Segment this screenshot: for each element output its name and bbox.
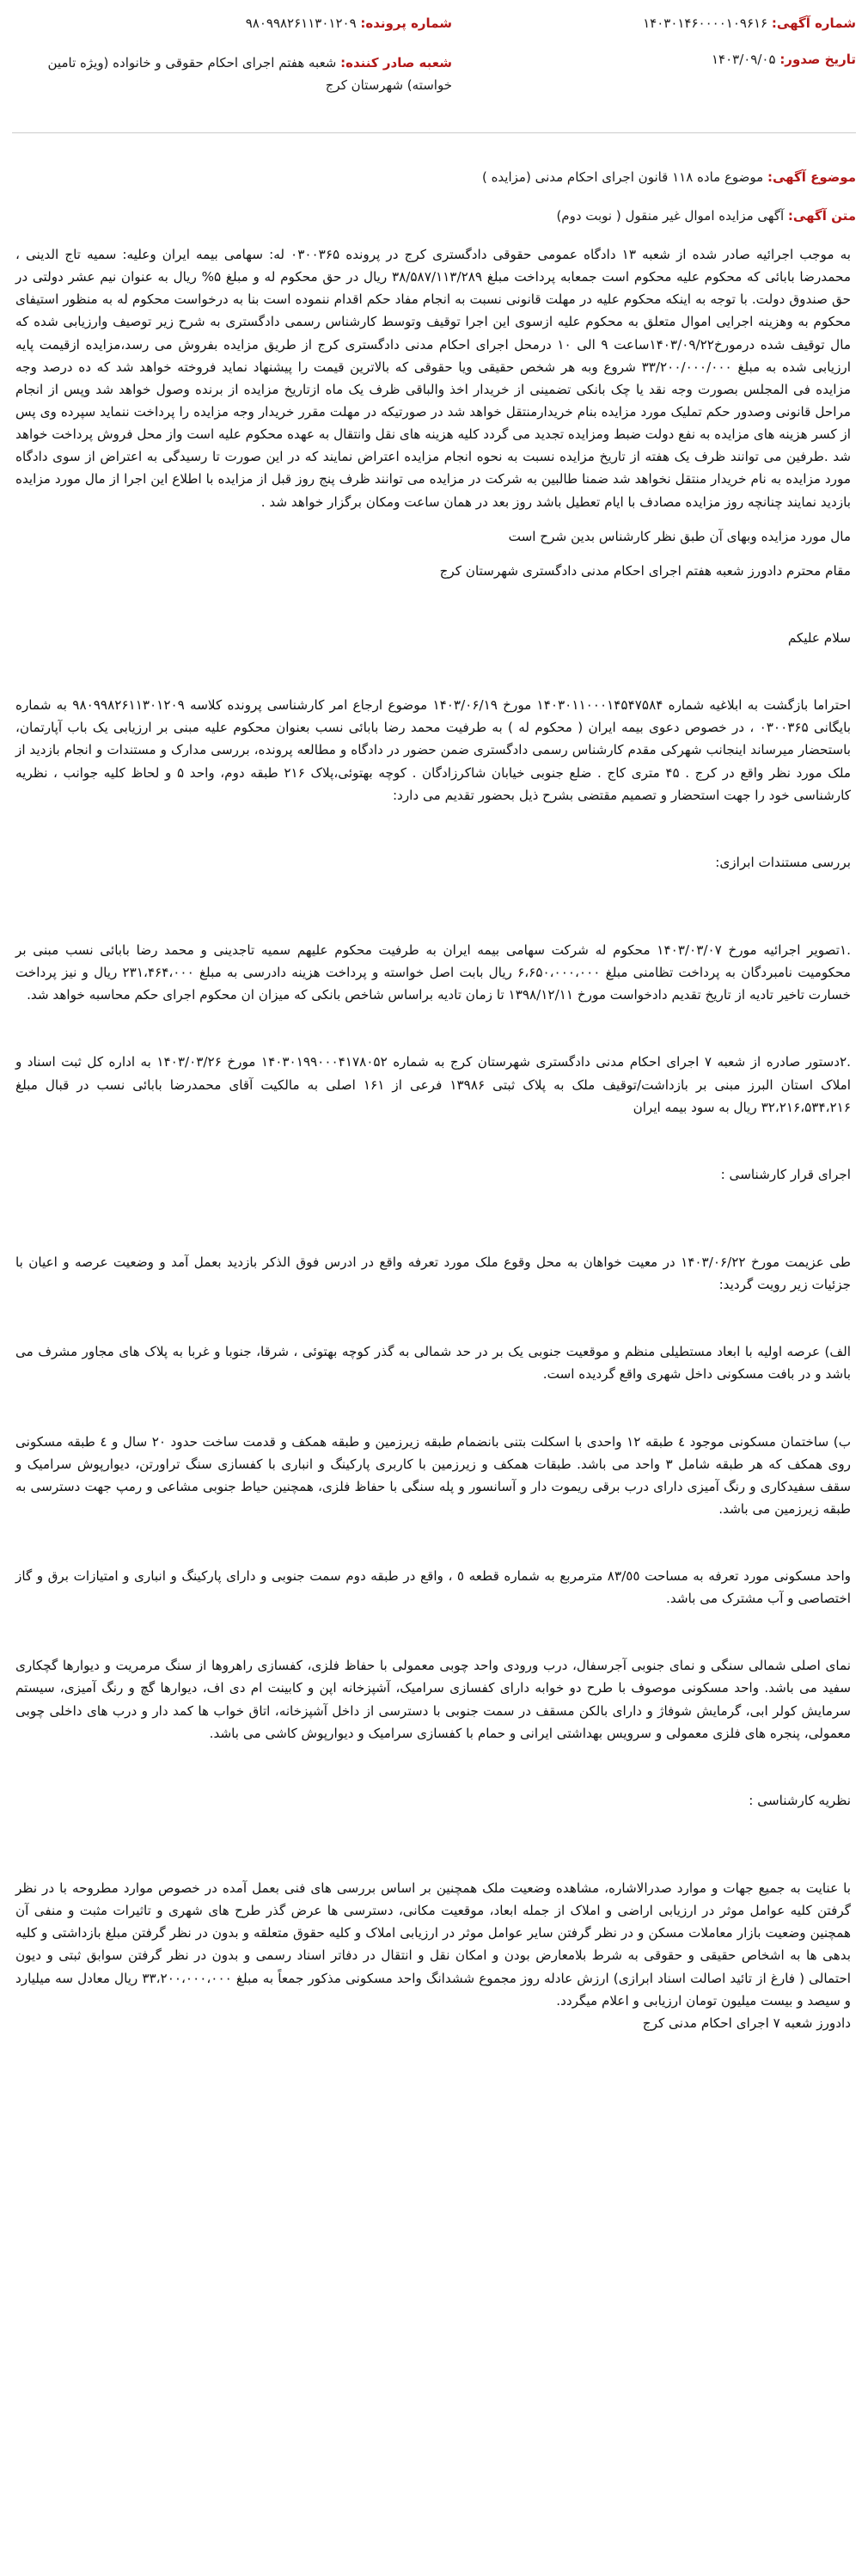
paragraph-valuation: با عنایت به جمیع جهات و موارد صدرالاشاره، مشاهده وضعیت ملک همچنین بر اساس بررسی های فنی بعمل آمده در خصوص موارد مطروحه با در نظر گرفتن کلیه عوامل موثر در ارزیابی اراضی و املاک از جمله ابعاد، موقعیت مکانی، دسترسی ها عرض گذر طرح های شهری و تاثیرات مثبت و منفی آن همچنین وضعیت بازار معاملات مسکن و در نظر گرفتن سایر عوامل موثر در ارزیابی املاک و کلیه حقوق متعلقه و بدون در نظر گرفتن مبلغ بازداشتی و کلیه بدهی ها به اشخاص حقیقی و حقوقی به شرط بلامعارض بودن و امکان نقل و انتقال در دفاتر اسناد رسمی و بدون در نظر گرفتن سوابق ثبتی و دیون احتمالی ( فارغ از تائید اصالت اسناد ابرازی) ارزش عادله روز مجموع ششدانگ واحد مسکونی مذکور جمعاً به مبلغ ۳۳،۲۰۰،۰۰۰،۰۰۰ ریال معادل سه میلیارد و سیصد و بیست میلیون تومان ارزیابی و اعلام میگردد. <box>15 1880 852 2009</box>
notice-body <box>12 243 856 2034</box>
heading-expert-opinion: نظریه کارشناسی : <box>749 1792 851 1808</box>
paragraph-document-1: .۱تصویر اجرائیه مورخ ۱۴۰۳/۰۳/۰۷ محکوم له شرکت سهامی بیمه ایران به طرفیت محکوم علیهم سمیه تاجدینی و محمد رضا بابائی نسب مبنی بر محکومیت نامبردگان به پرداخت تظامنی مبلغ ۶،۶۵۰،۰۰۰،۰۰۰ ریال بابت اصل خواسته و پرداخت هزینه دادرسی به مبلغ ۲۳۱،۴۶۴،۰۰۰ ریال و نیز پرداخت خسارت تاخیر تادیه از تاریخ تقدیم دادخواست مورخ ۱۳۹۸/۱۲/۱۱ تا زمان تادیه براساس شاخص بانکی که میزان ان محکوم اجرای حکم محاسبه خواهد شد. <box>15 941 852 1003</box>
paragraph-document-2: .۲دستور صادره از شعبه ۷ اجرای احکام مدنی دادگستری شهرستان کرج به شماره ۱۴۰۳۰۱۹۹۰۰۰۴۱۷۸۰۵۲ مورخ ۱۴۰۳/۰۳/۲۶ به اداره کل ثبت اسناد و املاک استان البرز مبنی بر بازداشت/توقیف ملک به پلاک ثبتی ۱۳۹۸۶ فرعی از ۱۶۱ اصلی به مالکیت آقای محمدرضا بابائی نسب در قبال مبلغ ۳۲،۲۱۶،۵۳۴،۲۱۶ ریال به سود بیمه ایران <box>15 1054 851 1115</box>
notice-number-row <box>643 15 856 31</box>
case-number: ۹۸۰۹۹۸۲۶۱۱۳۰۱۲۰۹ <box>245 15 357 31</box>
subject-row <box>12 166 856 189</box>
paragraph-land-description: الف) عرصه اولیه با ابعاد مستطیلی منظم و موقعیت جنوبی یک بر در حد شمالی به گذر کوچه بهتوئی ، شرقا، جنوبا و غربا به پلاک های مجاور مشرف می باشد و در بافت مسکونی داخل شهری واقع گردیده است. <box>15 1344 851 1383</box>
paragraph-addressee: مقام محترم دادورز شعبه هفتم اجرای احکام مدنی دادگستری شهرستان کرج <box>439 562 851 579</box>
notice-header <box>12 15 856 127</box>
header-divider <box>12 132 856 133</box>
issue-date: ۱۴۰۳/۰۹/۰۵ <box>711 52 776 67</box>
issuing-branch-label: شعبه صادر کننده: <box>340 55 452 71</box>
paragraph-signature: دادورز شعبه ۷ اجرای احکام مدنی کرج <box>642 2015 851 2031</box>
paragraph-unit-finishes: نمای اصلی شمالی سنگی و نمای جنوبی آجرسفال، درب ورودی واحد چوبی معمولی با حفاظ فلزی، کفسازی راهروها از سنگ مرمریت و دیوارها گچکاری سفید می باشد. واحد مسکونی موصوف با طرح دو خوابه دارای کفسازی سرامیک، آشپزخانه اپن و کابینت ام دی اف، دیوارها گچ و رنگ آمیزی، سیستم سرمایش کولر ابی، گرمایش شوفاژ و دارای بالکن مسقف در سمت جنوبی با دسترسی از داخل آشپزخانه، اتاق خواب ها کمد دار و درب های داخلی چوبی معمولی، پنجره های فلزی معمولی و سرویس بهداشتی ایرانی و حمام با کفسازی سرامیک و دیوارپوش کاشی می باشد. <box>15 1658 851 1741</box>
text-title: آگهی مزایده اموال غیر منقول ( نوبت دوم) <box>556 208 785 224</box>
paragraph-unit-description: واحد مسکونی مورد تعرفه به مساحت ٨٣/٥٥ مترمربع به شماره قطعه ٥ ، واقع در طبقه دوم سمت جنوبی و دارای پارکینگ و انباری و امتیازات برق و گاز اختصاصی و آب مشترک می باشد. <box>15 1568 851 1607</box>
issuing-branch: شعبه هفتم اجرای احکام حقوقی و خانواده (ویژه تامین خواسته) شهرستان کرج <box>47 55 452 94</box>
heading-documents-review: بررسی مستندات ابرازی: <box>715 854 851 870</box>
case-number-row <box>246 15 452 31</box>
notice-number-label: شماره آگهی: <box>771 15 856 31</box>
paragraph-auction-terms: به موجب اجرائیه صادر شده از شعبه ۱۳ دادگاه عمومی حقوقی دادگستری کرج در پرونده ۰۳۰۰۳۶۵ له: سهامی بیمه ایران وعلیه: سمیه تاج الدینی ، محمدرضا بابائی که محکوم علیه محکوم است جمعابه پرداخت مبلغ ۳۸/۵۸۷/۱۱۳/۲۸۹ ریال در حق محکوم له و مبلغ ۵% ریال به عنوان نیم عشر دولتی در حق صندوق دولت. با توجه به اینکه محکوم علیه در مهلت قانونی نسبت به انجام مفاد حکم اقدام ننموده است بنا به درخواست محکوم له به منظور استیفای محکوم به وهزینه اجرایی اموال متعلق به محکوم علیه ازسوی این اجرا توقیف وتوسط کارشناس رسمی دادگستری به شرح زیر توصیف وارزیابی شده که مال توقیف شده درمورخ۱۴۰۳/۰۹/۲۲ساعت ۹ الی ۱۰ درمحل اجرای احکام مدنی دادگستری کرج از طریق مزایده بفروش می رسد،مزایده ازقیمت پایه ارزیابی شده به مبلغ ۳۳/۲۰۰/۰۰۰/۰۰۰ شروع وبه هر شخص حقیقی ویا حقوقی که بالاترین قیمت را پیشنهاد نماید فروخته خواهد شد که ده درصد وجه مزایده فی المجلس بصورت وجه نقد یا چک بانکی تضمینی از خریدار اخذ والباقی ظرف یک ماه ازتاریخ مزایده از برنده وصول خواهد شد وپس از انجام مراحل قانونی وصدور حکم تملیک مورد مزایده بنام خریدارمنتقل خواهد شد در صورتیکه در مهلت مقرر خریدار وجه مزایده را پرداخت ننماید سپرده وی پس از کسر هزینه های مزایده به نفع دولت ضبط ومزایده تجدید می گردد کلیه هزینه های نقل وانتقال به عهده محکوم علیه است واز محل فروش پرداخت خواهد شد .طرفین می توانند ظرف یک هفته از تاریخ مزایده نسبت به نحوه انجام مزایده اعتراض نمایند که در این صورت تا رسیدگی به اعتراض از سوی دادگاه مورد مزایده به نام خریدار منتقل نخواهد شد ضمنا طالبین به شرکت در مزایده می توانند ظرف پنج روز قبل از مزایده با اطلاع این اجرا از مال مورد مزایده بازدید نمایند چنانچه روز مزایده مصادف با ایام تعطیل باشد روز بعد در همان ساعت ومکان برگزار خواهد شد . <box>15 247 851 510</box>
paragraph-property-intro: مال مورد مزایده وبهای آن طبق نظر کارشناس بدین شرح است <box>508 528 851 544</box>
subject-label: موضوع آگهی: <box>767 169 856 185</box>
issuing-branch-row <box>22 52 452 97</box>
issue-date-row <box>712 52 856 67</box>
notice-number: ۱۴۰۳۰۱۴۶۰۰۰۰۱۰۹۶۱۶ <box>643 15 768 31</box>
notice-meta <box>12 166 856 228</box>
paragraph-building-description: ب) ساختمان مسکونی موجود ٤ طبقه ١٢ واحدی با اسکلت بتنی بانضمام طبقه زیرزمین و طبقه همکف و قدمت ساخت حدود ٢٠ سال و ٤ طبقه مسکونی روی همکف که هر طبقه شامل ٣ واحد می باشد. طبقات همکف و زیرزمین با کاربری پارکینگ و انباری با کفسازی سنگ تراورتن، دیوارپوش سرامیک و سقف سفیدکاری و رنگ آمیزی دارای درب برقی ریموت دار و آسانسور و پله سنگی با حفاظ فلزی، همچنین حیاط جنوبی مشاعی و رمپ جهت دسترسی به طبقه زیرزمین می باشد. <box>15 1433 851 1517</box>
subject-value: موضوع ماده ۱۱۸ قانون اجرای احکام مدنی (مزایده ) <box>481 169 764 185</box>
paragraph-expert-intro: احتراما بازگشت به ابلاغیه شماره ۱۴۰۳۰۱۱۰۰۰۱۴۵۴۷۵۸۴ مورخ ۱۴۰۳/۰۶/۱۹ موضوع ارجاع امر کارشناسی پرونده کلاسه ۹۸۰۹۹۸۲۶۱۱۳۰۱۲۰۹ به شماره بایگانی ۰۳۰۰۳۶۵ ، در خصوص دعوی بیمه ایران ( محکوم له ) به طرفیت محمد رضا بابائی نسب بعنوان محکوم علیه مبنی بر ارزیابی یک باب آپارتمان، باستحضار میرساند اینجانب شهرکی مقدم کارشناس رسمی دادگستری ضمن حضور در دادگاه و مطالعه پرونده، بررسی مدارک و مستندات و انجام بازدید از ملک مورد نظر واقع در کرج . ۴۵ متری کاج . ضلع جنوبی خیابان شاکرزادگان . کوچه بهتوئی،پلاک ۲۱۶ طبقه دوم، واحد ۵ و لحاظ کلیه جوانب ، نظریه کارشناسی خود را جهت استحضار و تصمیم مقتضی بشرح ذیل بحضور تقدیم می دارد: <box>15 697 852 803</box>
heading-expert-execution: اجرای قرار کارشناسی : <box>720 1166 851 1182</box>
text-title-row <box>12 205 856 228</box>
text-label: متن آگهی: <box>787 208 856 224</box>
issue-date-label: تاریخ صدور: <box>779 52 856 67</box>
paragraph-greeting: سلام علیکم <box>787 629 851 646</box>
case-number-label: شماره پرونده: <box>360 15 452 31</box>
paragraph-site-visit: طی عزیمت مورخ ۱۴۰۳/۰۶/۲۲ در معیت خواهان به محل وقوع ملک مورد تعرفه واقع در ادرس فوق الذکر بازدید بعمل آمد و وضعیت عرصه و اعیان با جزئیات زیر رویت گردید: <box>15 1254 851 1293</box>
